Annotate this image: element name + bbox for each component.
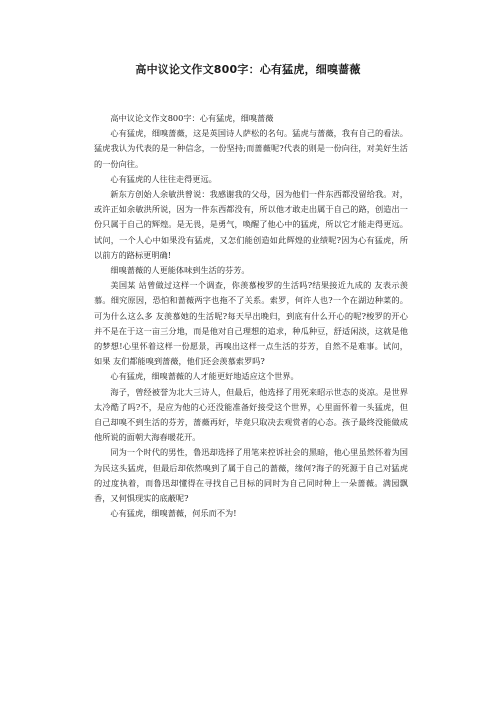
paragraph: 同为一个时代的男性，鲁迅却选择了用笔来控诉社会的黑暗，他心里虽然怀着为国为民这头猛虎，但最后却依然嗅到了属于自己的蔷薇，缘何?海子的死源于自己对猛虎的过度执着，而鲁迅却懂得在寻找自己目标的同时为自己同时种上一朵蔷薇。满园飘香，又何惧现实的底蔽呢? — [94, 447, 408, 504]
paragraph: 海子，曾经被誉为北大三诗人，但最后，他选择了用死来昭示世态的炎凉。是世界太冷酷了吗?不，是应为他的心还没能准备好接受这个世界，心里面怀着一头猛虎，但自己却嗅不到生活的芬芳，蔷薇再好，毕竟只取决去观赏者的心态。孩子最终没能做成他所说的面朝大海春暖花开。 — [94, 386, 408, 443]
paragraph: 高中议论文作文800字：心有猛虎，细嗅蔷薇 — [110, 113, 274, 123]
paragraph: 新东方创始人余敏洪曾说：我感谢我的父母，因为他们一件东西都没留给我。对，或许正如余敏洪所说，因为一件东西都没有，所以他才敢走出属于自己的路，创造出一份只属于自己的辉煌。是无畏，是勇气，唤醒了他心中的猛虎，所以它才能走得更远。试问，一个人心中如果没有猛虎，又怎们能创造如此辉煌的业绩呢?因为心有猛虎，所以前方的路标更明确! — [94, 189, 408, 260]
paragraph: 心有猛虎，细嗅蔷薇，这是英国诗人萨松的名句。猛虎与蔷薇，我有自己的看法。猛虎我认为代表的是一种信念，一份坚持;而蔷薇呢?代表的则是一份向往，对美好生活的一份向往。 — [94, 128, 408, 169]
document-title: 高中议论文作文800字：心有猛虎，细嗅蔷薇 — [135, 63, 361, 76]
paragraph: 心有猛虎，细嗅蔷薇，何乐而不为! — [110, 508, 237, 519]
paragraph: 美国某 站曾做过这样一个调查，你羡慕梭罗的生活吗?结果接近九成的 友表示羡慕。细究原因，恐怕和蔷薇两字也拖不了关系。索罗，何许人也?一个在湖边种菜的。可为什么这么多 友羡慕她的生活呢?每天早出晚归，到底有什么开心的呢?梭罗的开心并不是在于这一亩三分地，而是他对自己理想的追求，种瓜种豆，舒适闲淡，这就是他的梦想!心里怀着这样一份愿景，再嗅出这样一点生活的芬芳，自然不是难事。试问，如果 友们都能嗅到蔷薇，他们还会羡慕索罗吗? — [94, 280, 408, 367]
paragraph: 心有猛虎的人往往走得更远。 — [110, 173, 217, 184]
document-body — [94, 111, 408, 521]
paragraph: 心有猛虎，细嗅蔷薇的人才能更好地适应这个世界。 — [110, 371, 299, 382]
paragraph: 细嗅蔷薇的人更能体味到生活的芬芳。 — [110, 265, 250, 276]
